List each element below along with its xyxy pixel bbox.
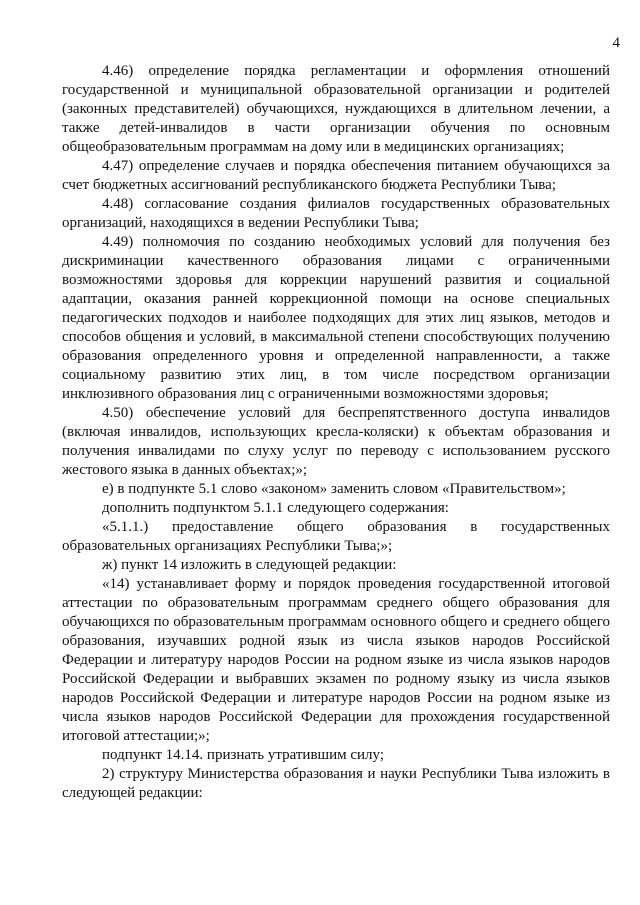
page-number: 4 <box>612 35 620 51</box>
paragraph-4-49: 4.49) полномочия по созданию необходимых условий для получения без дискриминации качественного образования лицами с ограниченными возможностями здоровья для коррекции нарушений развития и социальной адаптации, оказания ранней коррекционной помощи на основе специальных педагогических подходов и наиболее подходящих для этих лиц языков, методов и способов общения и условий, в максимальной степени способствующих получению образования определенного уровня и определенной направленности, а также социальному развитию этих лиц, в том числе посредством организации инклюзивного образования лиц с ограниченными возможностями здоровья; <box>62 234 610 402</box>
paragraph-item-e: е) в подпункте 5.1 слово «законом» заменить словом «Правительством»; <box>102 481 566 497</box>
paragraph-item-2: 2) структуру Министерства образования и науки Республики Тыва изложить в следующей редакции: <box>62 766 610 801</box>
paragraph-add-5-1-1: дополнить подпунктом 5.1.1 следующего содержания: <box>102 500 449 516</box>
paragraph-14: «14) устанавливает форму и порядок проведения государственной итоговой аттестации по образовательным программам среднего общего образования для обучающихся по образовательным программам основного общего и среднего общего образования, изучавших родной язык из числа языков народов Российской Федерации и литературу народов России на родном языке из числа языков народов Российской Федерации и выбравших экзамен по родному языку из числа языков народов Российской Федерации и литературе народов России на родном языке из числа языков народов Российской Федерации для прохождения государственной итоговой аттестации;»; <box>62 576 610 744</box>
paragraph-4-48: 4.48) согласование создания филиалов государственных образовательных организаций, находящихся в ведении Республики Тыва; <box>62 196 610 231</box>
document-body <box>62 62 610 803</box>
paragraph-4-47: 4.47) определение случаев и порядка обеспечения питанием обучающихся за счет бюджетных ассигнований республиканского бюджета Республики Тыва; <box>62 158 610 193</box>
paragraph-5-1-1: «5.1.1.) предоставление общего образования в государственных образовательных организациях Республики Тыва;»; <box>62 519 610 554</box>
paragraph-item-zh: ж) пункт 14 изложить в следующей редакции: <box>102 557 397 573</box>
paragraph-4-46: 4.46) определение порядка регламентации и оформления отношений государственной и муниципальной образовательной организации и родителей (законных представителей) обучающихся, нуждающихся в длительном лечении, а также детей-инвалидов в части организации обучения по основным общеобразовательным программам на дому или в медицинских организациях; <box>62 63 610 155</box>
paragraph-4-50: 4.50) обеспечение условий для беспрепятственного доступа инвалидов (включая инвалидов, использующих кресла-коляски) к объектам образования и получения инвалидами по слуху услуг по переводу с использованием русского жестового языка в данных объектах;»; <box>62 405 610 478</box>
paragraph-14-14: подпункт 14.14. признать утратившим силу; <box>102 747 384 763</box>
